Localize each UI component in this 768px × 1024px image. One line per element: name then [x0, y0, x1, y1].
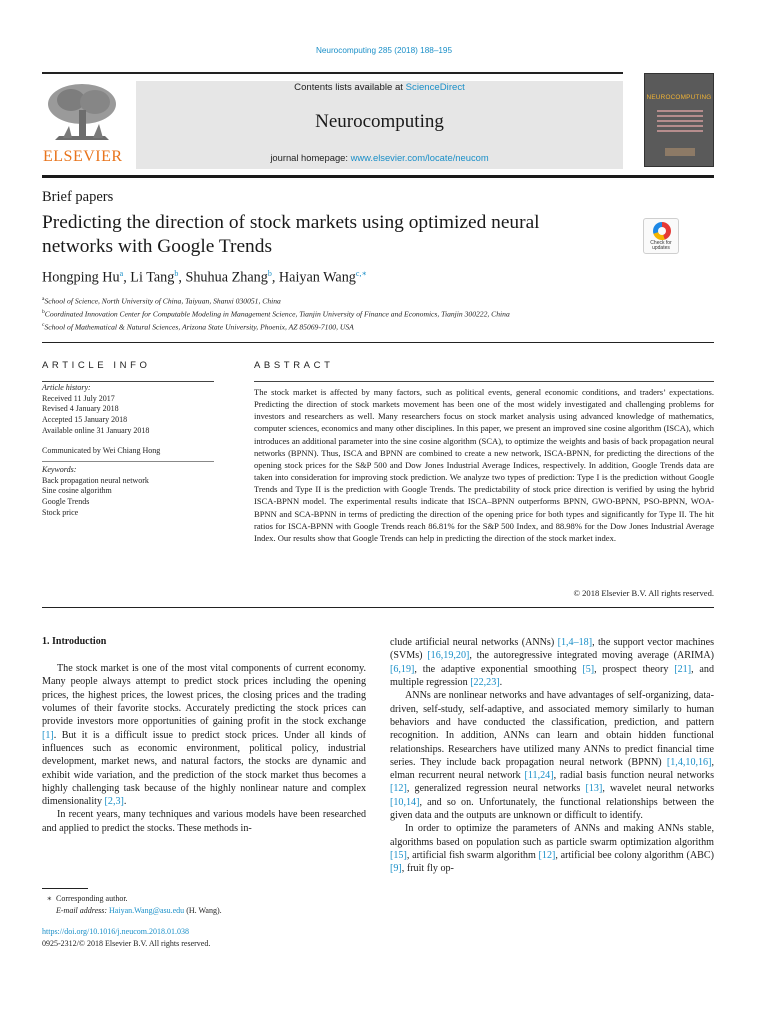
reference-link[interactable]: [1] [42, 729, 54, 741]
body-text: , the autoregressive integrated moving average (ARIMA) [469, 650, 714, 662]
author-affil-mark[interactable]: b [267, 269, 272, 278]
doi-link[interactable]: https://doi.org/10.1016/j.neucom.2018.01.038 [42, 927, 189, 936]
abstract-text: The stock market is affected by many factors, such as political events, general economic conditions, and traders’ expectations. Predicting the direction of stock markets movement has been one of the most widely investigated and challenging problems for investors and researchers as well. Many researchers focus on stock market analysis using advanced knowledge of mathematics, computer sciences, economics and many other disciplines. In this paper, we present an improved sine cosine algorithm (ISCA), which introduces an additional parameter into the sine cosine algorithm (SCA), to optimize the weights and basis of back propagation neural networks (BPNN). Thus, ISCA and BPNN are combined to create a new network, ISCA-BPNN, for predicting the directions of the opening stock prices for the S&P 500 and Dow Jones Industrial Average Indices, respectively. In addition, Google Trends data are taken into consideration for improving stock prediction. We analyze two types of prediction: Type I is the prediction without Google Trends and Type II is the prediction with Google Trends. The predictability of stock price direction is verified by using the hybrid ISCA-BPNN model. The experimental results indicate that ISCA–BPNN outperforms BPNN, GWO-BPNN, PSO-BPNN, WOA-BPNN and SCA-BPNN in terms of predicting the direction of the opening price for both types and significantly for Type II. The hit ratios for ISCA-BPNN with Google Trends reach 86.81% for the S&P 500 Index, and 88.98% for the Dow Jones Industrial Average Index. Our results show that Google Trends can help in predicting the direction of the stock market index. [254, 387, 714, 543]
affiliation: $^b$Coordinated Innovation Center for Computable Modeling in Management Science, Tianjin University of Finance and Economics, Tianjin 300222, China [42, 309, 510, 319]
keywords-block [42, 465, 214, 519]
body-text: . [123, 796, 127, 808]
body-text: , wavelet neural networks [602, 783, 715, 795]
reference-link[interactable]: [21] [674, 663, 692, 675]
footnote-rule [42, 888, 88, 889]
body-text: , fruit fly op- [401, 863, 454, 875]
article-info-rule [42, 381, 214, 382]
corresponding-author-note: ∗ Corresponding author. [42, 893, 222, 905]
abstract-copyright: © 2018 Elsevier B.V. All rights reserved. [573, 588, 714, 598]
author-affil-mark[interactable]: c,∗ [355, 269, 367, 278]
reference-link[interactable]: [22,23] [470, 676, 500, 688]
elsevier-tree-icon [45, 82, 119, 142]
author-name[interactable]: Shuhua Zhang [185, 269, 268, 286]
keyword: Google Trends [42, 497, 90, 507]
keyword: Sine cosine algorithm [42, 486, 112, 496]
paragraph [390, 689, 714, 822]
author-name[interactable]: Haiyan Wang [278, 269, 356, 286]
doi-block [42, 926, 210, 951]
reference-link[interactable]: [5] [582, 663, 595, 675]
cover-bottom-block [665, 148, 695, 156]
author-name[interactable]: Li Tang [130, 269, 175, 286]
contents-line [136, 82, 623, 93]
header-divider [42, 342, 714, 343]
reference-link[interactable]: [13] [585, 783, 603, 795]
section-heading-introduction: 1. Introduction [42, 636, 107, 647]
body-text: , the adaptive exponential smoothing [414, 663, 583, 675]
reference-link[interactable]: [10,14] [390, 796, 420, 808]
paragraph [42, 808, 366, 835]
body-text: The stock market is one of the most vital components of current economy. Many people always attempt to predict stock prices including the opening prices, the highest prices, the lowest prices, the closing prices and the trading volumes of their favorite stocks. Accurately predicting the stock prices can provide investors more opportunities of gaining profit in the stock exchange [42, 663, 366, 728]
keyword: Stock price [42, 507, 79, 517]
cover-title: NEUROCOMPUTING [646, 94, 712, 101]
author-affil-mark[interactable]: b [174, 269, 179, 278]
cover-decoration [657, 110, 703, 135]
contents-prefix: Contents lists available at [294, 82, 406, 93]
body-column-left [42, 662, 366, 835]
elsevier-wordmark: ELSEVIER [43, 148, 123, 165]
body-text: . [499, 676, 503, 688]
homepage-prefix: journal homepage: [270, 152, 351, 163]
author-name[interactable]: Hongping Hu [42, 269, 120, 286]
reference-link[interactable]: [1,4,10,16] [666, 756, 712, 768]
journal-cover-thumbnail[interactable] [644, 73, 714, 167]
sciencedirect-link[interactable]: ScienceDirect [405, 82, 465, 93]
reference-link[interactable]: [1,4–18] [557, 637, 593, 648]
updates-badge-label: Check for updates [650, 240, 672, 252]
body-text: , radial basis function neural networks [553, 770, 714, 782]
reference-link[interactable]: [11,24] [524, 770, 554, 782]
body-text: . But it is a difficult issue to predict stock prices. Under all kinds of influences such as economic environment, political policy, industrial development, market news, and natural factors, the stocks are dynamic and exhibit wide variation, and the prediction of the stock market thus becomes a highly challenging task because of the highly nonlinear nature and complex dimensionality [42, 729, 366, 808]
article-title: Predicting the direction of stock markets using optimized neural networks with Google Trends [42, 212, 540, 257]
body-divider [42, 607, 714, 608]
body-text: , elman recurrent neural network [390, 756, 714, 782]
abstract-heading: ABSTRACT [254, 360, 334, 371]
keywords-label: Keywords: [42, 465, 77, 474]
updates-ring-icon [653, 222, 671, 240]
issn-line: 0925-2312/© 2018 Elsevier B.V. All rights reserved. [42, 939, 211, 949]
email-link[interactable]: Haiyan.Wang@asu.edu [109, 906, 185, 916]
affiliation: $^a$School of Science, North University of China, Taiyuan, Shanxi 030051, China [42, 296, 281, 306]
author-list: Hongping Hu$^a$, Li Tang$^b$, Shuhua Zhang$^b$, Haiyan Wang$^{c,∗}$ [42, 269, 367, 286]
masthead-rule [42, 72, 623, 74]
communicated-by: Communicated by Wei Chiang Hong [42, 446, 161, 455]
journal-homepage-link[interactable]: www.elsevier.com/locate/neucom [350, 152, 489, 163]
paragraph [390, 636, 714, 689]
affiliation-list [42, 294, 510, 333]
reference-link[interactable]: [12] [538, 850, 556, 861]
email-label: E-mail address: [56, 906, 108, 916]
email-note: E-mail address: Haiyan.Wang@asu.edu (H. Wang). [56, 906, 222, 916]
journal-name: Neurocomputing [315, 111, 444, 132]
body-text: clude artificial neural networks (ANNs) [390, 637, 558, 648]
history-accepted: Accepted 15 January 2018 [42, 415, 128, 425]
body-text: , and multiple regression [390, 663, 715, 688]
history-received: Received 11 July 2017 [42, 393, 115, 403]
body-text: ANNs are nonlinear networks and have advantages of self-organizing, data-driven, self-study, self-adaptive, and associated memory similarly to human behaviors and have conducted the classification, prediction, and pattern recognition. In addition, ANNs can learn and obtain hidden functional relationships. Researchers have utilized many ANNs to predict financial time series. They include back propagation neural network (BPNN) [390, 690, 714, 768]
body-text: In recent years, many techniques and various models have been researched and applied to predict the stocks. These methods in- [42, 809, 366, 834]
reference-link[interactable]: [12] [390, 783, 407, 795]
article-section-kind: Brief papers [42, 189, 114, 205]
body-text: , artificial bee colony algorithm (ABC) [555, 850, 714, 861]
elsevier-logo[interactable] [42, 78, 122, 170]
history-online: Available online 31 January 2018 [42, 425, 150, 435]
journal-citation[interactable]: Neurocomputing 285 (2018) 188–195 [315, 46, 453, 55]
footnotes [42, 893, 222, 918]
reference-link[interactable]: [2,3] [104, 796, 124, 808]
paragraph [390, 822, 714, 875]
history-label: Article history: [42, 383, 91, 392]
body-text: , the support vector machines (SVMs) [390, 637, 714, 662]
author-affil-mark[interactable]: a [119, 269, 124, 278]
body-text: , artificial fish swarm algorithm [406, 850, 539, 861]
abstract-rule [254, 381, 714, 382]
body-text: , prospect theory [594, 663, 675, 675]
keyword: Back propagation neural network [42, 475, 149, 485]
keywords-rule [42, 461, 214, 462]
affiliation: $^c$School of Mathematical & Natural Sciences, Arizona State University, Phoenix, AZ 85069-7100, USA [42, 322, 354, 332]
homepage-line [136, 152, 623, 163]
body-column-right [390, 636, 714, 876]
article-info-heading: ARTICLE INFO [42, 360, 151, 371]
article-history [42, 383, 214, 437]
corresponding-mark: ∗ [46, 894, 52, 903]
body-text: In order to optimize the parameters of ANNs and making ANNs stable, algorithms based on population such as particle swarm optimization algorithm [390, 823, 714, 848]
body-text: , generalized regression neural networks [406, 783, 586, 795]
paragraph [42, 662, 366, 808]
reference-link[interactable]: [15] [390, 850, 407, 861]
reference-link[interactable]: [16,19,20] [427, 650, 470, 662]
reference-link[interactable]: [9] [390, 863, 402, 875]
reference-link[interactable]: [6,19] [390, 663, 415, 675]
history-revised: Revised 4 January 2018 [42, 404, 119, 414]
check-for-updates-button[interactable] [643, 218, 679, 254]
masthead-rule-thick [42, 175, 714, 178]
body-text: , and so on. Unfortunately, the functional relationships between the given data and the outputs are unknown or difficult to identify. [390, 796, 714, 822]
